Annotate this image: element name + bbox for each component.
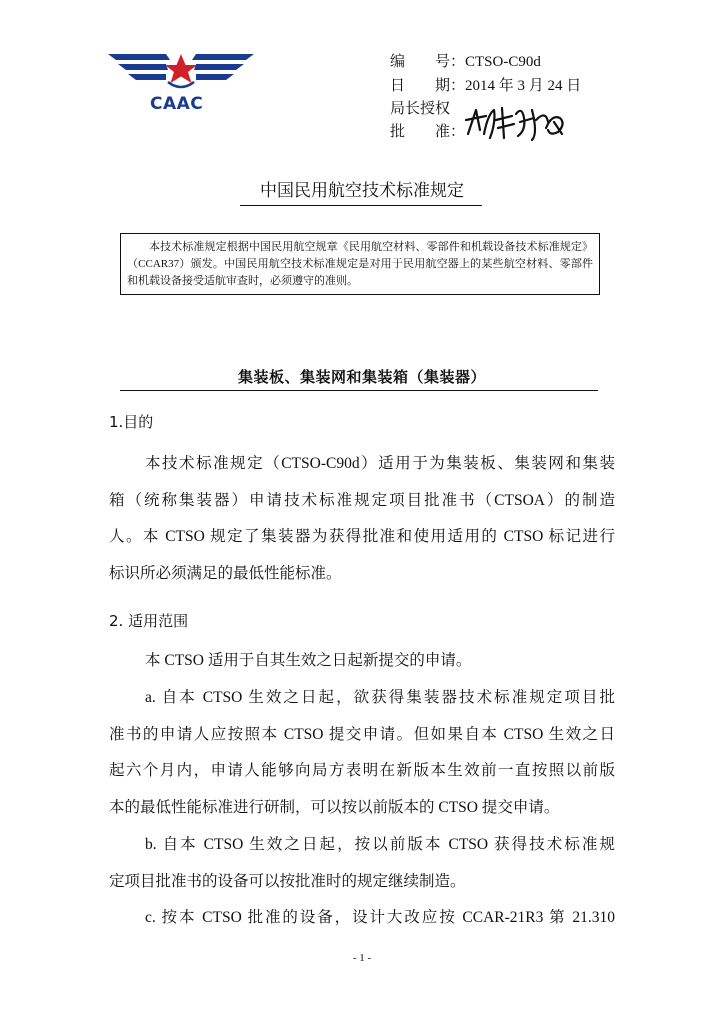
paragraph-line: 人。本 CTSO 规定了集装器为获得批准和使用适用的 CTSO 标记进行 <box>109 528 615 545</box>
paragraph-line: 定项目批准书的设备可以按批准时的规定继续制造。 <box>109 872 466 890</box>
subject-underline <box>120 390 598 391</box>
scope-intro-paragraph <box>109 643 615 680</box>
purpose-paragraph <box>109 446 615 592</box>
paragraph-line: a. 自本 CTSO 生效之日起，欲获得集装器技术标准规定项目批 <box>145 689 615 706</box>
doc-date-value: 2014 年 3 月 24 日 <box>465 78 582 94</box>
logo-text: CAAC <box>150 94 204 114</box>
notice-box: 本技术标准规定根据中国民用航空规章《民用航空材料、零部件和机载设备技术标准规定》（CCAR37）颁发。中国民用航空技术标准规定是对用于民用航空器上的某些航空材料、零部件和机载设备接受适航审查时，必须遵守的准则。 <box>120 233 600 295</box>
doc-number-label: 编 号： <box>390 54 466 70</box>
paragraph-line: 标识所必须满足的最低性能标准。 <box>109 564 342 582</box>
title-underline <box>240 205 482 206</box>
paragraph-line: 本 CTSO 适用于自其生效之日起新提交的申请。 <box>145 652 472 669</box>
subject-title: 集装板、集装网和集装箱（集装器） <box>237 368 486 386</box>
doc-date-label: 日 期： <box>390 78 466 94</box>
logo-wing-left <box>108 54 170 80</box>
section-heading-scope: 2. 适用范围 <box>109 612 189 630</box>
scope-c-paragraph <box>109 900 615 937</box>
scope-b-paragraph <box>109 827 615 900</box>
handwritten-signature <box>462 100 572 144</box>
approve-label: 批 准： <box>390 124 466 140</box>
paragraph-line: 本技术标准规定（CTSO-C90d）适用于为集装板、集装网和集装 <box>145 455 615 472</box>
logo-star-icon <box>165 54 197 83</box>
doc-number-row <box>390 52 541 72</box>
paragraph-line: 本的最低性能标准进行研制，可以按以前版本的 CTSO 提交申请。 <box>109 798 560 816</box>
doc-date-row <box>390 76 581 96</box>
section-heading-purpose: 1.目的 <box>109 413 154 431</box>
paragraph-line: c. 按本 CTSO 批准的设备，设计大改应按 CCAR-21R3 第 21.310 <box>145 909 615 926</box>
auth-label: 局长授权 <box>390 101 451 117</box>
approve-row <box>390 122 465 142</box>
document-title: 中国民用航空技术标准规定 <box>260 181 464 201</box>
doc-number-value: CTSO-C90d <box>465 54 541 70</box>
auth-row <box>390 99 450 119</box>
logo-wing-right <box>192 54 254 80</box>
paragraph-line: b. 自本 CTSO 生效之日起，按以前版本 CTSO 获得技术标准规 <box>145 836 615 853</box>
paragraph-line: 准书的申请人应按照本 CTSO 提交申请。但如果自本 CTSO 生效之日 <box>109 725 615 743</box>
paragraph-line: 起六个月内，申请人能够向局方表明在新版本生效前一直按照以前版 <box>109 762 615 779</box>
scope-a-paragraph <box>109 680 615 826</box>
paragraph-line: 箱（统称集装器）申请技术标准规定项目批准书（CTSOA）的制造 <box>109 491 615 509</box>
page-number: - 1 - <box>352 952 372 964</box>
